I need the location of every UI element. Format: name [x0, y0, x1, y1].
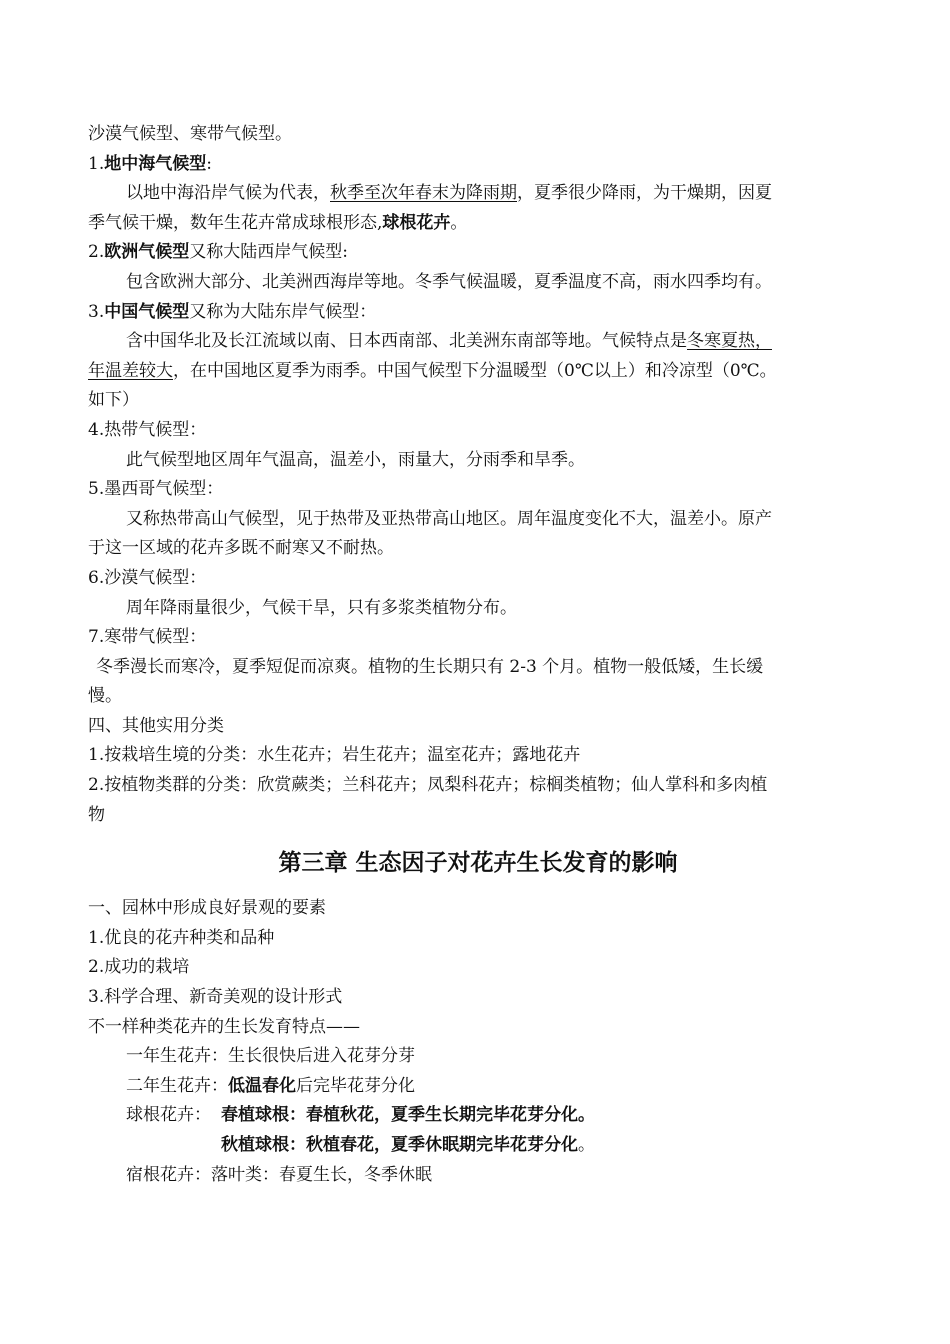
underlined-text: 秋季至次年春末为降雨期	[330, 183, 517, 204]
underlined-text: 冬寒夏热，	[687, 331, 772, 352]
text-span: 又称为大陆东岸气候型：	[189, 301, 377, 322]
list-item: 1.按栽培生境的分类：水生花卉；岩生花卉；温室花卉；露地花卉	[88, 745, 581, 766]
text-span: 季气候干燥，数年生花卉常成球根形态,	[88, 212, 383, 233]
text-span: ，夏季很少降雨，为干燥期，因夏	[517, 183, 772, 204]
list-item: 宿根花卉：落叶类：春夏生长，冬季休眠	[126, 1164, 432, 1185]
section-heading-tropical: 4.热带气候型：	[88, 419, 207, 440]
section-heading-desert: 6.沙漠气候型：	[88, 567, 207, 588]
section-heading-other: 四、其他实用分类	[88, 715, 224, 736]
text-span: 后完毕花芽分化	[296, 1075, 415, 1096]
section-heading-landscape: 一、园林中形成良好景观的要素	[88, 898, 326, 919]
bold-text: 秋植球根：秋植春花，夏季休眠期完毕花芽分化	[221, 1135, 578, 1155]
list-item: 1.优良的花卉种类和品种	[88, 927, 275, 948]
punctuation: :	[206, 153, 212, 174]
paragraph-line: 包含欧洲大部分、北美洲西海岸等地。冬季气候温暖，夏季温度不高，雨水四季均有。	[126, 271, 772, 292]
term-bulb-flowers: 球根花卉	[382, 212, 451, 233]
text-span: 以地中海沿岸气候为代表，	[126, 183, 330, 204]
section-heading-mexican: 5.墨西哥气候型：	[88, 479, 224, 500]
text-span: ，在中国地区夏季为雨季。中国气候型下分温暖型（0℃以上）和冷凉型（0℃。	[173, 360, 777, 381]
list-item: 2.按植物类群的分类：欣赏蕨类；兰科花卉；凤梨科花卉；棕榈类植物；仙人掌科和多肉植	[88, 775, 768, 796]
list-number: 2.	[88, 242, 105, 263]
paragraph-line: 冬季漫长而寒冷，夏季短促而凉爽。植物的生长期只有 2-3 个月。植物一般低矮，生长缓	[96, 656, 764, 677]
text-span: 又称大陆西岸气候型:	[189, 242, 348, 263]
paragraph-line: 于这一区域的花卉多既不耐寒又不耐热。	[88, 538, 394, 559]
paragraph-line: 此气候型地区周年气温高，温差小，雨量大，分雨季和旱季。	[126, 449, 585, 470]
list-item-continuation: 物	[88, 804, 105, 825]
list-item: 一年生花卉：生长很快后进入花芽分芽	[126, 1046, 415, 1067]
paragraph-line	[88, 327, 868, 357]
section-heading-european	[88, 238, 868, 268]
term-mediterranean-climate: 地中海气候型	[104, 153, 207, 174]
paragraph-line	[88, 357, 868, 387]
document-page	[88, 120, 868, 1190]
list-item	[88, 1131, 868, 1161]
punctuation: 。	[450, 212, 468, 233]
paragraph-line: 周年降雨量很少，气候干旱，只有多浆类植物分布。	[126, 597, 517, 618]
text-span: 球根花卉：	[126, 1105, 211, 1126]
term-vernalization: 低温春化	[228, 1075, 296, 1096]
list-item: 3.科学合理、新奇美观的设计形式	[88, 987, 343, 1008]
section-heading-mediterranean	[88, 150, 868, 180]
section-heading-polar: 7.寒带气候型：	[88, 627, 207, 648]
term-chinese-climate: 中国气候型	[104, 301, 190, 322]
paragraph-line	[88, 179, 868, 209]
list-item: 2.成功的栽培	[88, 957, 190, 978]
paragraph-line: 慢。	[88, 686, 122, 707]
list-number: 3.	[88, 301, 105, 322]
paragraph-line: 如下）	[88, 390, 139, 411]
list-item	[88, 1101, 868, 1131]
section-heading-chinese	[88, 298, 868, 328]
term-european-climate: 欧洲气候型	[104, 242, 190, 263]
paragraph-line	[88, 209, 868, 239]
list-number: 1.	[88, 153, 105, 174]
paragraph-line: 又称热带高山气候型，见于热带及亚热带高山地区。周年温度变化不大，温差小。原产	[126, 508, 772, 529]
list-item	[88, 1072, 868, 1102]
bold-text: 春植球根：春植秋花，夏季生长期完毕花芽分化。	[221, 1105, 595, 1126]
text-span: 二年生花卉：	[126, 1075, 228, 1096]
punctuation: 。	[578, 1135, 595, 1155]
chapter-title: 第三章 生态因子对花卉生长发育的影响	[278, 849, 678, 877]
text-span: 含中国华北及长江流域以南、日本西南部、北美洲东南部等地。气候特点是	[126, 331, 687, 352]
text-line: 不一样种类花卉的生长发育特点——	[88, 1016, 360, 1037]
underlined-text: 年温差较大	[88, 360, 173, 381]
text-line: 沙漠气候型、寒带气候型。	[88, 124, 292, 144]
